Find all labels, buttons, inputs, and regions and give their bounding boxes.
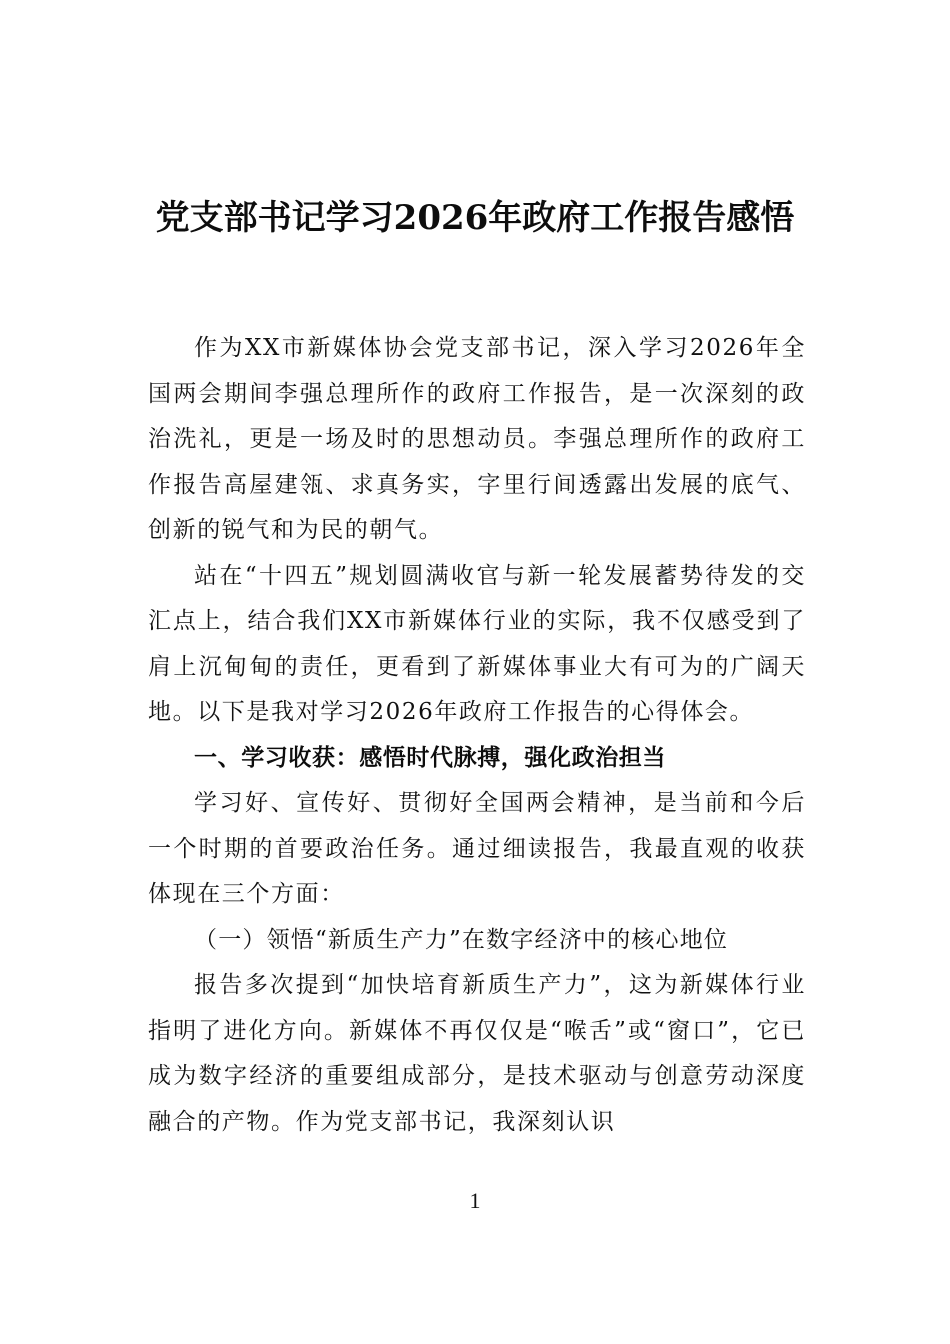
subsection-heading-1: （一）领悟“新质生产力”在数字经济中的核心地位 [194, 926, 729, 953]
paragraph-intro: 作为XX市新媒体协会党支部书记，深入学习2026年全国两会期间李强总理所作的政府工作报告，是一次深刻的政治洗礼，更是一场及时的思想动员。李强总理所作的政府工作报告高屋建瓴、求真务实，字里行间透露出发展的底气、创新的锐气和为民的朝气。 [148, 335, 806, 543]
paragraph-context: 站在“十四五”规划圆满收官与新一轮发展蓄势待发的交汇点上，结合我们XX市新媒体行业的实际，我不仅感受到了肩上沉甸甸的责任，更看到了新媒体事业大有可为的广阔天地。以下是我对学习2026年政府工作报告的心得体会。 [148, 562, 806, 725]
document-title: 党支部书记学习2026年政府工作报告感悟 [155, 198, 795, 238]
document-body [148, 326, 806, 1145]
section-1-intro: 学习好、宣传好、贯彻好全国两会精神，是当前和今后一个时期的首要政治任务。通过细读报告，我最直观的收获体现在三个方面： [148, 790, 806, 907]
section-heading-1: 一、学习收获：感悟时代脉搏，强化政治担当 [194, 744, 666, 771]
page-number: 1 [469, 1188, 481, 1213]
subsection-1-text: 报告多次提到“加快培育新质生产力”，这为新媒体行业指明了进化方向。新媒体不再仅仅是“喉舌”或“窗口”，它已成为数字经济的重要组成部分，是技术驱动与创意劳动深度融合的产物。作为党支部书记，我深刻认识 [148, 972, 806, 1135]
